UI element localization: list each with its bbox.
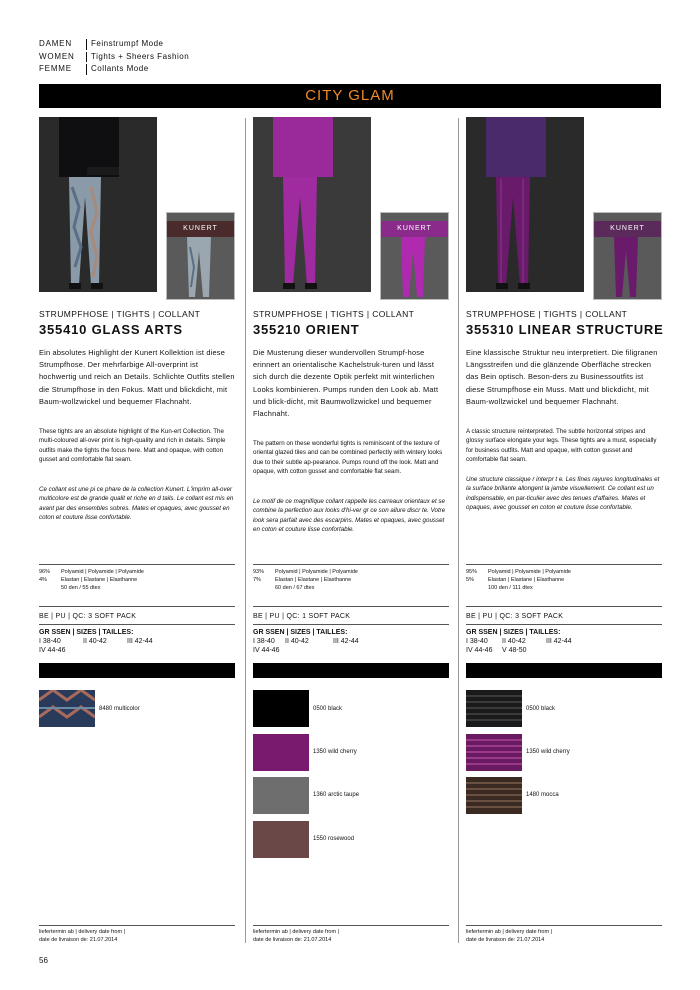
divider (466, 564, 662, 565)
column-divider (458, 118, 459, 943)
divider (39, 624, 235, 625)
sizes-block (466, 628, 662, 655)
product-column-orient (253, 110, 449, 945)
composition-percent: 93% (253, 569, 265, 575)
size-item: V 48-50 (502, 647, 527, 654)
color-code: 1350 wild cherry (313, 749, 357, 755)
color-swatch (466, 690, 522, 727)
size-item: II 40-42 (285, 638, 309, 645)
composition-material: Elastan | Elastane | Elasthanne (488, 577, 565, 583)
denier: 60 den / 67 dtex (275, 585, 315, 591)
delivery-line: liefertermin ab | delivery date from | (466, 929, 553, 935)
composition (466, 568, 571, 592)
product-photo (253, 117, 371, 292)
divider (253, 564, 449, 565)
product-column-linear-structure (466, 110, 662, 945)
color-code: 1480 mocca (526, 792, 559, 798)
pack-info: BE | PU | QC: 3 SOFT PACK (466, 613, 564, 620)
delivery-info (466, 925, 662, 944)
packaging-legs-image (594, 237, 661, 299)
size-item: I 38-40 (253, 638, 275, 645)
size-item: II 40-42 (502, 638, 526, 645)
product-title: 355310 LINEAR STRUCTURE (466, 322, 664, 337)
color-swatch (253, 777, 309, 814)
size-item: III 42-44 (127, 638, 153, 645)
color-code: 0500 black (526, 706, 556, 712)
pack-info: BE | PU | QC: 3 SOFT PACK (39, 613, 137, 620)
size-item: IV 44-46 (39, 647, 66, 654)
composition-percent: 95% (466, 569, 478, 575)
sizes-heading: GR SSEN | SIZES | TAILLES: (466, 629, 561, 636)
kunert-logo: KUNERT (381, 221, 448, 237)
product-title: 355410 GLASS ARTS (39, 322, 183, 337)
collection-banner: CITY GLAM (39, 84, 661, 108)
description-en: The pattern on these wonderful tights is reminiscent of the texture of oriental glazed tiles and can be combined perfectly with wintery looks due to their subtle ap-pearance. Pumps round off the look. Matt and opaque, with cotton gusset and comfortable flat seam. (253, 440, 443, 476)
description-de: Die Musterung dieser wundervollen Strumpf-hose erinnert an orientalische Kachelstruk-turen und lässt sich durch die dezente Optik perfekt mit winterlichen Looks kombinieren. Pumps runden den Look ab. Matt und blick-dicht, mit Baumwollzwickel und bequemer Flachnaht. (253, 348, 439, 419)
delivery-info (39, 925, 235, 944)
sizes-block (39, 628, 235, 655)
divider (466, 606, 662, 607)
size-item: III 42-44 (546, 638, 572, 645)
kunert-logo: KUNERT (167, 221, 234, 237)
composition (39, 568, 144, 592)
packaging-thumbnail (593, 212, 662, 300)
composition-material: Polyamid | Polyamide | Polyamide (61, 569, 144, 575)
page-number: 56 (39, 956, 48, 965)
swatch-header-bar (466, 663, 662, 678)
column-divider (245, 118, 246, 943)
pack-info: BE | PU | QC: 1 SOFT PACK (253, 613, 351, 620)
swatch-header-bar (39, 663, 235, 678)
color-swatch (466, 734, 522, 771)
divider (253, 624, 449, 625)
composition-percent: 96% (39, 569, 51, 575)
kunert-logo: KUNERT (594, 221, 661, 237)
composition-material: Elastan | Elastane | Elasthanne (61, 577, 138, 583)
product-photo (466, 117, 584, 292)
color-code: 1360 arctic taupe (313, 792, 360, 798)
delivery-date: date de livraison de: 21.07.2014 (253, 937, 332, 943)
delivery-line: liefertermin ab | delivery date from | (253, 929, 340, 935)
color-swatch (253, 734, 309, 771)
header-text-fr: Collants Mode (91, 64, 149, 73)
description-en: These tights are an absolute highlight of the Kun-ert Collection. The multi-coloured all-over print is high-quality and rich in details. Simple outfits make the tights the focus here. Matt and opaque, with cotton gusset and comfortable flat seam. (39, 428, 226, 464)
section-header (39, 38, 189, 76)
color-code: 8480 multicolor (99, 706, 140, 712)
composition-material: Elastan | Elastane | Elasthanne (275, 577, 352, 583)
product-title: 355210 ORIENT (253, 322, 360, 337)
header-label-de: DAMEN (39, 39, 72, 48)
product-photo (39, 117, 157, 292)
packaging-thumbnail (380, 212, 449, 300)
product-type: STRUMPFHOSE | TIGHTS | COLLANT (466, 309, 628, 319)
packaging-thumbnail (166, 212, 235, 300)
description-de: Ein absolutes Highlight der Kunert Kollektion ist diese Strumpfhose. Der mehrfarbige All-overprint ist hochwertig und reich an Details. Schlichte Outfits stellen die Strumpfhose in den Fokus. Matt und blickdicht, mit Baum-wollzwickel und bequemer Flachnaht. (39, 348, 235, 406)
divider (39, 564, 235, 565)
color-code: 1350 wild cherry (526, 749, 570, 755)
delivery-date: date de livraison de: 21.07.2014 (39, 937, 118, 943)
description-en: A classic structure reinterpreted. The subtle horizontal stripes and glossy surface elongate your legs. These tights are a must, especially for business outfits. Matt and opaque, with cotton gusset and comfortable flat seam. (466, 428, 657, 464)
composition-material: Polyamid | Polyamide | Polyamide (488, 569, 571, 575)
size-item: II 40-42 (83, 638, 107, 645)
composition (253, 568, 358, 592)
header-label-fr: FEMME (39, 64, 72, 73)
product-type: STRUMPFHOSE | TIGHTS | COLLANT (39, 309, 201, 319)
color-swatch (253, 821, 309, 858)
header-text-de: Feinstrumpf Mode (91, 39, 164, 48)
composition-percent: 4% (39, 577, 47, 583)
packaging-legs-image (381, 237, 448, 299)
packaging-legs-image (167, 237, 234, 299)
product-type: STRUMPFHOSE | TIGHTS | COLLANT (253, 309, 415, 319)
description-fr: Une structure classique r interpr t e. Les fines rayures longitudinales et la surface brillante allongent la jambe visuellement. Ce collant est un indispensable, en par-ticulier avec des tenues d'affaires. Mates et opaques, avec gousset en coton et couture lisse confortable. (466, 476, 660, 512)
delivery-info (253, 925, 449, 944)
denier: 100 den / 111 dtex (488, 585, 533, 591)
denier: 50 den / 55 dtex (61, 585, 101, 591)
sizes-block (253, 628, 449, 655)
header-label-en: WOMEN (39, 51, 75, 61)
size-item: IV 44-46 (253, 647, 280, 654)
swatch-header-bar (253, 663, 449, 678)
description-fr: Le motif de ce magnifique collant rappelle les carreaux orientaux et se combine la perfection aux looks d'hi-ver gr ce son allure discr te. Votre look sera parfait avec des escarpins. Mates et opaques, avec gousset en coton et couture lisse confortable. (253, 498, 446, 534)
divider (253, 606, 449, 607)
color-swatch (253, 690, 309, 727)
description-fr: Ce collant est une pi ce phare de la collection Kunert. L'imprim all-over multicolore est de grande qualit et riche en d tails. Le collant est mis en avant par des ensembles sobres. Mates et opaques, avec gousset en coton et couture lisse confortable. (39, 486, 234, 522)
size-item: IV 44-46 (466, 647, 493, 654)
size-item: III 42-44 (333, 638, 359, 645)
divider (466, 624, 662, 625)
composition-percent: 5% (466, 577, 474, 583)
delivery-line: liefertermin ab | delivery date from | (39, 929, 126, 935)
divider (39, 606, 235, 607)
size-item: I 38-40 (39, 638, 61, 645)
product-column-glass-arts (39, 110, 235, 945)
sizes-heading: GR SSEN | SIZES | TAILLES: (253, 629, 348, 636)
composition-percent: 7% (253, 577, 261, 583)
description-de: Eine klassische Struktur neu interpretiert. Die filigranen Längsstreifen und die glänzende Oberfläche strecken das Bein optisch. Beson-ders zu Businessoutfits ist diese Strumpfhose ein Muss. Matt und blickdicht, mit Baum-wollzwickel und bequemer Flachnaht. (466, 348, 658, 406)
header-text-en: Tights + Sheers Fashion (91, 51, 190, 61)
size-item: I 38-40 (466, 638, 488, 645)
color-code: 1550 rosewood (313, 836, 355, 842)
color-code: 0500 black (313, 706, 343, 712)
color-swatch (39, 690, 95, 727)
color-swatch (466, 777, 522, 814)
composition-material: Polyamid | Polyamide | Polyamide (275, 569, 358, 575)
sizes-heading: GR SSEN | SIZES | TAILLES: (39, 629, 134, 636)
delivery-date: date de livraison de: 21.07.2014 (466, 937, 545, 943)
